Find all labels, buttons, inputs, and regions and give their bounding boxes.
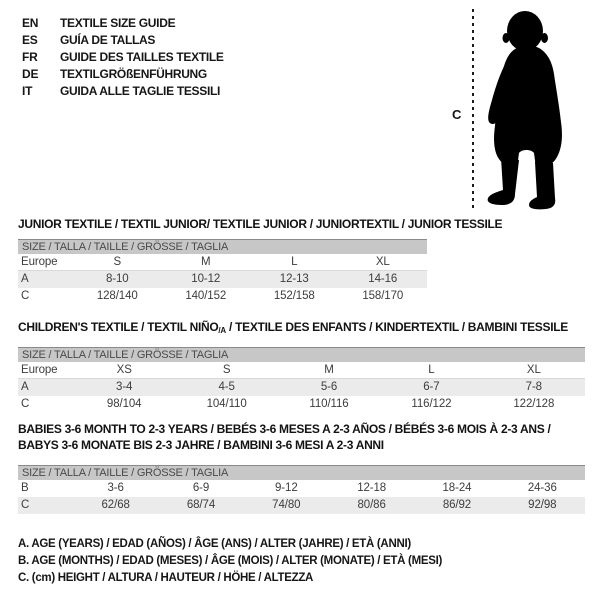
cell: 92/98 — [528, 499, 557, 511]
cell: XL — [375, 256, 390, 268]
table-row — [18, 271, 427, 288]
children-section-title — [18, 320, 568, 335]
legend — [18, 536, 442, 587]
cell: 152/158 — [273, 290, 315, 302]
children-title-subscript: /A — [218, 326, 226, 335]
row-label: A — [21, 273, 29, 285]
row-label: B — [21, 482, 29, 494]
language-code: FR — [22, 50, 38, 64]
cell: XS — [116, 364, 132, 376]
cell: 6-7 — [423, 381, 440, 393]
toddler-silhouette-image — [478, 0, 600, 220]
cell: 116/122 — [411, 398, 452, 410]
cell: 4-5 — [218, 381, 235, 393]
cell: 158/170 — [362, 290, 404, 302]
cell: 68/74 — [186, 499, 216, 511]
height-label-c: C — [452, 107, 462, 122]
cell: L — [428, 364, 435, 376]
junior-size-table — [18, 239, 427, 305]
babies-title-line2: BABYS 3-6 MONATE BIS 2-3 JAHRE / BAMBINI 3-6 MESI A 2-3 ANNI — [18, 438, 384, 452]
language-code: EN — [22, 16, 39, 30]
language-row-it — [22, 83, 224, 100]
cell: 14-16 — [368, 273, 398, 285]
cell: 24-36 — [527, 482, 557, 494]
language-code: IT — [22, 84, 33, 98]
cell: 3-4 — [116, 381, 133, 393]
height-measure-dotted-line — [472, 9, 474, 208]
children-size-table — [18, 347, 585, 413]
table-row — [18, 362, 585, 379]
cell: 3-6 — [107, 482, 124, 494]
cell: M — [324, 364, 334, 376]
table-row — [18, 288, 427, 305]
cell: 18-24 — [442, 482, 472, 494]
cell: 128/140 — [96, 290, 138, 302]
table-row — [18, 480, 585, 497]
cell: M — [201, 256, 211, 268]
babies-section-title — [18, 421, 550, 453]
cell: 5-6 — [320, 381, 338, 393]
cell: 12-18 — [357, 482, 387, 494]
cell: S — [222, 364, 231, 376]
cell: L — [291, 256, 298, 268]
babies-table-size-header: SIZE / TALLA / TAILLE / GRÖSSE / TAGLIA — [18, 465, 585, 480]
row-label: A — [21, 381, 29, 393]
language-row-fr — [22, 49, 224, 66]
legend-line-b: B. AGE (MONTHS) / EDAD (MESES) / ÂGE (MOIS) / ALTER (MONATE) / ETÀ (MESI) — [18, 555, 443, 567]
cell: 122/128 — [513, 398, 555, 410]
language-row-de — [22, 66, 224, 83]
language-code: ES — [22, 33, 38, 47]
language-title: GUIDE DES TAILLES TEXTILE — [60, 50, 224, 64]
table-row — [18, 254, 427, 271]
cell: 80/86 — [357, 499, 386, 511]
cell: 10-12 — [191, 273, 221, 285]
language-row-en — [22, 15, 224, 32]
cell: 74/80 — [272, 499, 301, 511]
legend-line-c: C. (cm) HEIGHT / ALTURA / HAUTEUR / HÖHE / ALTEZZA — [18, 572, 314, 584]
language-title: TEXTILGRÖßENFÜHRUNG — [60, 67, 207, 81]
row-label: C — [21, 499, 30, 511]
junior-section-title: JUNIOR TEXTILE / TEXTIL JUNIOR/ TEXTILE JUNIOR / JUNIORTEXTIL / JUNIOR TESSILE — [18, 217, 503, 231]
cell: 7-8 — [525, 381, 542, 393]
cell: XL — [526, 364, 541, 376]
row-label: Europe — [21, 364, 58, 376]
cell: 9-12 — [275, 482, 298, 494]
row-label: Europe — [21, 256, 58, 268]
cell: 8-10 — [105, 273, 129, 285]
children-table-size-header: SIZE / TALLA / TAILLE / GRÖSSE / TAGLIA — [18, 347, 585, 362]
table-row — [18, 497, 585, 514]
junior-table-size-header: SIZE / TALLA / TAILLE / GRÖSSE / TAGLIA — [18, 239, 427, 254]
language-code: DE — [22, 67, 39, 81]
babies-title-line1: BABIES 3-6 MONTH TO 2-3 YEARS / BEBÉS 3-6 MESES A 2-3 AÑOS / BÉBÉS 3-6 MOIS À 2-3 ANS / — [18, 422, 551, 436]
row-label: C — [21, 398, 30, 410]
language-title: GUÍA DE TALLAS — [60, 33, 156, 47]
legend-line-a: A. AGE (YEARS) / EDAD (AÑOS) / ÂGE (ANS) / ALTER (JAHRE) / ETÀ (ANNI) — [18, 538, 411, 550]
cell: 110/116 — [309, 398, 349, 410]
language-title: TEXTILE SIZE GUIDE — [60, 16, 176, 30]
cell: S — [113, 256, 122, 268]
cell: 6-9 — [192, 482, 210, 494]
children-title-main: CHILDREN'S TEXTILE / TEXTIL NIÑO — [18, 320, 219, 334]
children-title-rest: / TEXTILE DES ENFANTS / KINDERTEXTIL / BAMBINI TESSILE — [226, 320, 568, 334]
cell: 86/92 — [442, 499, 472, 511]
cell: 98/104 — [106, 398, 142, 410]
row-label: C — [21, 290, 30, 302]
language-row-es — [22, 32, 224, 49]
table-row — [18, 379, 585, 396]
cell: 104/110 — [206, 398, 247, 410]
table-row — [18, 396, 585, 413]
cell: 12-13 — [279, 273, 309, 285]
language-title: GUIDA ALLE TAGLIE TESSILI — [60, 84, 221, 98]
babies-size-table — [18, 465, 585, 514]
cell: 62/68 — [101, 499, 130, 511]
cell: 140/152 — [185, 290, 227, 302]
language-list — [22, 15, 224, 100]
